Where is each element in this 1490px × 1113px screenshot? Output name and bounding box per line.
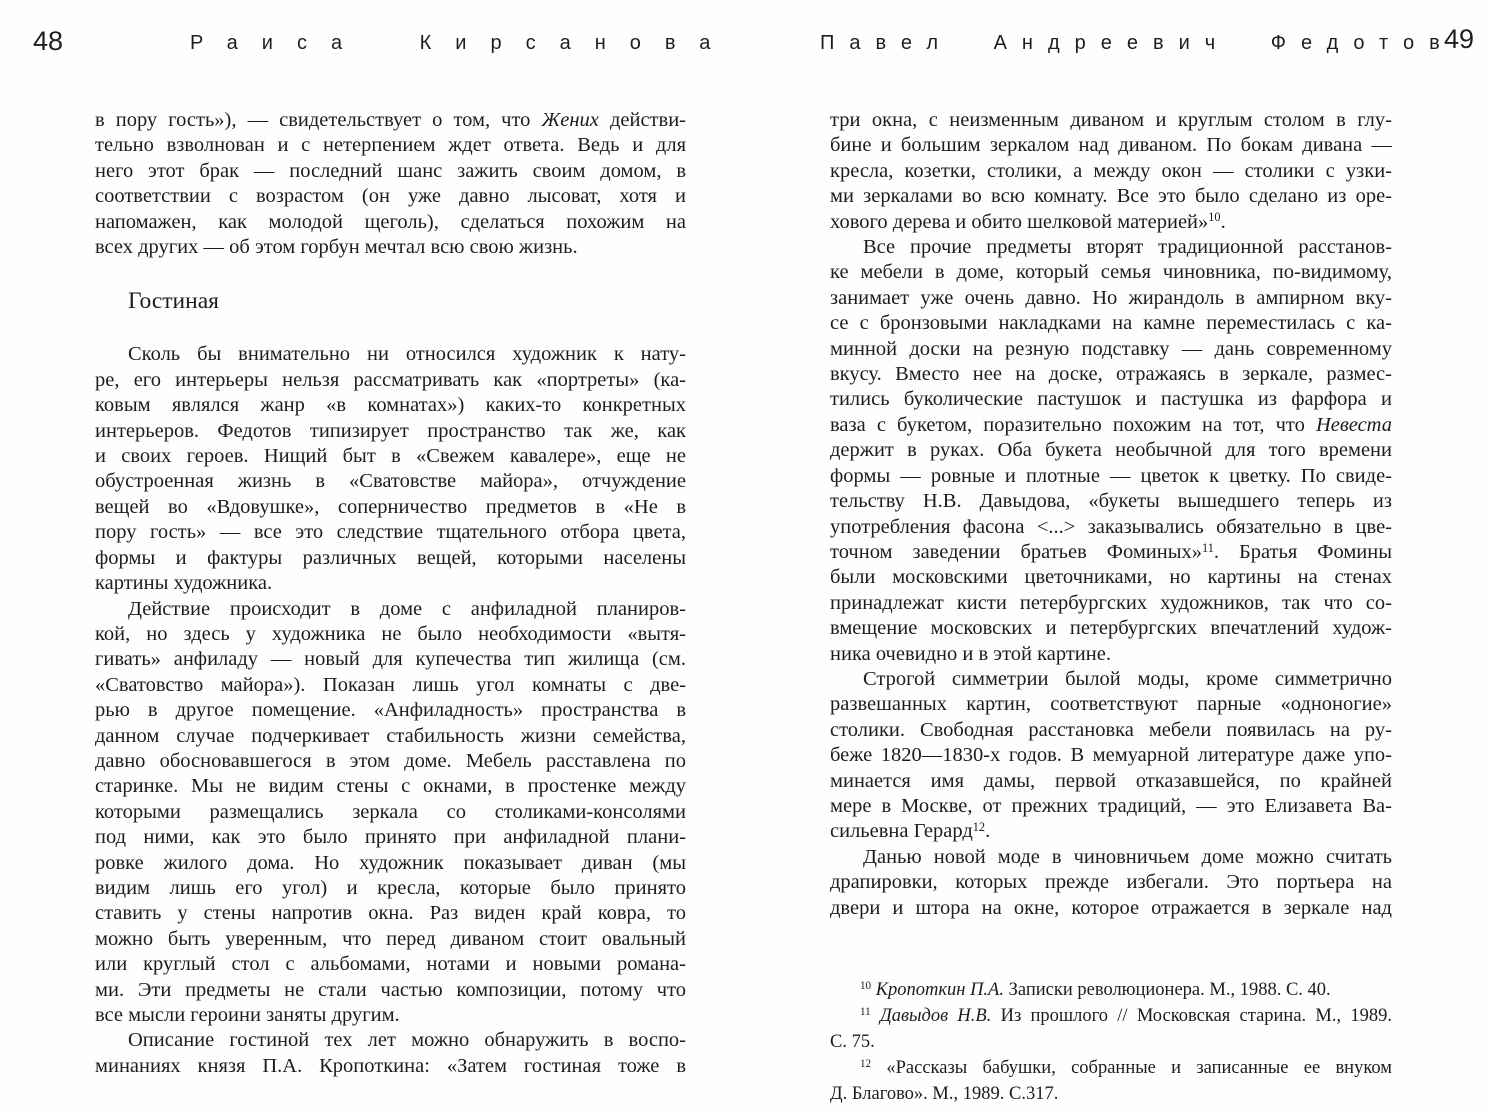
text-run: .: [985, 820, 991, 843]
paragraph: [830, 108, 1392, 235]
text-run: картины художника.: [95, 572, 273, 595]
text-line: [830, 438, 1392, 463]
text-run: «Сватовство майора»). Показан лишь угол комнаты с две-: [95, 673, 686, 696]
text-run: и своих героев. Нищий быт в «Свежем кавалере», еще не: [95, 445, 686, 468]
text-line: [95, 495, 686, 520]
text-run: три окна, с неизменным диваном и круглым столом в глу-: [830, 109, 1392, 131]
text-run: тились буколические пастушок и пастушка из фарфора и: [830, 388, 1392, 411]
text-run: мере в Москве, от прежних традиций, — это Елизавета Ва-: [830, 794, 1392, 817]
text-line: [95, 419, 686, 444]
text-line: [830, 311, 1392, 336]
text-line: [95, 108, 686, 133]
footnote-marker: 12: [860, 1058, 872, 1071]
running-head-right: Павел Андреевич Федотов: [820, 32, 1455, 54]
text-line: [95, 825, 686, 850]
text-line: [95, 444, 686, 469]
text-run: Жених: [541, 109, 599, 131]
text-run: двери и штора на окне, которое отражается в зеркале над: [830, 896, 1392, 919]
footnote-marker: 12: [972, 820, 986, 835]
text-run: .: [1220, 210, 1226, 233]
text-line: [830, 1029, 1392, 1055]
paragraph: [830, 667, 1392, 845]
text-run: Сколь бы внимательно ни относился художник к нату-: [128, 343, 686, 366]
text-line: [95, 1054, 686, 1079]
text-line: [830, 718, 1392, 743]
text-run: столики. Свободная расстановка мебели появилась на ру-: [830, 718, 1392, 741]
text-run: Кропоткин П.А.: [875, 980, 1004, 1000]
text-line: [830, 743, 1392, 768]
text-run: принадлежат кисти петербургских художников, так что со-: [830, 591, 1392, 614]
text-run: пору гость» — все это следствие тщательного отбора цвета,: [95, 521, 686, 544]
text-run: ваза с букетом, поразительно похожим на тот, что: [830, 413, 1316, 436]
text-run: хового дерева и обито шелковой материей»: [830, 210, 1209, 233]
text-line: [95, 342, 686, 367]
text-line: [830, 769, 1392, 794]
text-line: [830, 286, 1392, 311]
text-run: драпировки, которых прежде избегали. Это портьера на: [830, 871, 1392, 894]
text-line: [830, 845, 1392, 870]
text-run: минается имя дамы, первой отказавшейся, по крайней: [830, 769, 1392, 792]
text-run: или круглый стол с альбомами, нотами и новыми романа-: [95, 953, 686, 976]
text-run: Все прочие предметы вторят традиционной расстанов-: [863, 236, 1392, 259]
text-run: ми зеркалами во всю комнату. Все это было сделано из оре-: [830, 185, 1392, 208]
text-line: [830, 108, 1392, 133]
text-line: [95, 800, 686, 825]
text-run: интерьеров. Федотов типизирует пространство так же, как: [95, 419, 686, 442]
text-line: [830, 260, 1392, 285]
text-run: се с бронзовыми накладками на камне переместилась с ка-: [830, 312, 1392, 335]
text-run: соответствии с возрастом (он уже давно лысоват, хотя и: [95, 185, 686, 208]
text-line: [830, 1081, 1392, 1107]
text-line: [830, 210, 1392, 235]
text-line: [95, 368, 686, 393]
text-run: старинке. Мы не видим стены с окнами, в простенке между: [95, 775, 686, 798]
text-line: [95, 749, 686, 774]
text-run: были московскими цветочниками, но картины на стенах: [830, 566, 1392, 589]
text-run: всех других — об этом горбун мечтал всю свою жизнь.: [95, 236, 578, 259]
text-run: ковым являлся жанр «в комнатах») каких-то конкретных: [95, 394, 686, 417]
text-run: Давыдов Н.В.: [879, 1006, 992, 1026]
text-run: держит в руках. Оба букета необычной для того времени: [830, 439, 1392, 462]
text-run: кресла, козетки, столики, а между окон — столики с узки-: [830, 159, 1392, 182]
text-run: С. 75.: [830, 1032, 875, 1052]
paragraph: [95, 108, 686, 260]
text-run: гивать» анфиладу — новый для купечества тип жилища (см.: [95, 648, 686, 671]
text-line: [95, 1003, 686, 1028]
text-line: [830, 591, 1392, 616]
text-run: сильевна Герард: [830, 820, 973, 843]
text-line: [830, 616, 1392, 641]
text-run: ника очевидно и в этой картине.: [830, 642, 1111, 665]
text-line: [95, 901, 686, 926]
text-run: Описание гостиной тех лет можно обнаружить в воспо-: [128, 1029, 686, 1052]
text-line: [830, 977, 1392, 1003]
footnote-marker: 10: [1208, 210, 1221, 225]
text-line: [830, 540, 1392, 565]
section-heading: Гостиная: [128, 288, 219, 315]
text-line: [830, 235, 1392, 260]
text-line: [830, 692, 1392, 717]
text-run: занимает уже очень давно. Но жирандоль в ампирном вку-: [830, 286, 1392, 309]
text-run: формы и фактуры различных вещей, которыми населены: [95, 546, 686, 569]
text-run: Из прошлого // Московская старина. М., 1989.: [991, 1006, 1393, 1026]
text-run: вмещение московских и петербургских впечатлений худож-: [830, 617, 1392, 640]
text-line: [95, 851, 686, 876]
text-run: [871, 1006, 880, 1026]
paragraph: [95, 342, 686, 596]
text-run: формы — ровные и плотные — цветок к цветку. По свиде-: [830, 464, 1392, 487]
text-line: [95, 774, 686, 799]
text-line: [95, 927, 686, 952]
text-line: [95, 978, 686, 1003]
text-run: ми. Эти предметы не стали частью композиции, потому что: [95, 978, 686, 1001]
text-line: [830, 896, 1392, 921]
text-run: вещей во «Вдовушке», соперничество предметов в «Не в: [95, 495, 686, 518]
paragraph: [830, 1003, 1392, 1055]
paragraph: [830, 1055, 1392, 1107]
text-line: [95, 469, 686, 494]
right-page-text-column: [830, 108, 1392, 1107]
text-line: [830, 464, 1392, 489]
text-line: [830, 387, 1392, 412]
text-line: [95, 673, 686, 698]
text-run: Действие происходит в доме с анфиладной планиров-: [128, 597, 686, 620]
text-run: Строгой симметрии былой моды, кроме симметрично: [863, 667, 1392, 690]
footnote-marker: 11: [1202, 540, 1214, 555]
text-run: употребления фасона <...> заказывались обязательно в цве-: [830, 515, 1392, 538]
text-line: [830, 565, 1392, 590]
page-number-right: 49: [1444, 24, 1475, 54]
text-line: [830, 489, 1392, 514]
text-line: [830, 413, 1392, 438]
text-line: [830, 133, 1392, 158]
text-line: [830, 362, 1392, 387]
text-run: ке мебели в доме, который семья чиновника, по-видимому,: [830, 261, 1392, 284]
text-run: ставить у стены напротив окна. Раз виден край ковра, то: [95, 902, 686, 925]
footnote-marker: 11: [860, 1006, 871, 1019]
text-line: [830, 515, 1392, 540]
text-run: которыми размещались зеркала со столиками-консолями: [95, 800, 686, 823]
text-run: беже 1820—1830-х годов. В мемуарной литературе даже упо-: [830, 744, 1392, 767]
text-line: [95, 159, 686, 184]
text-line: [95, 622, 686, 647]
text-line: [95, 571, 686, 596]
text-run: рью в другое помещение. «Анфиладность» пространства в: [95, 699, 686, 722]
text-run: ре, его интерьеры нельзя рассматривать как «портреты» (ка-: [95, 368, 686, 391]
text-line: [95, 393, 686, 418]
paragraph: [830, 845, 1392, 921]
text-line: [95, 235, 686, 260]
text-run: «Рассказы бабушки, собранные и записанные ее внуком: [871, 1058, 1392, 1078]
text-line: [830, 1003, 1392, 1029]
text-run: Невеста: [1315, 413, 1392, 436]
text-run: . Братья Фомины: [1213, 540, 1393, 563]
text-line: [95, 724, 686, 749]
text-run: обустроенная жизнь в «Сватовстве майора», отчуждение: [95, 470, 686, 493]
text-run: Данью новой моде в чиновничьем доме можно считать: [863, 845, 1392, 868]
text-run: Записки революционера. М., 1988. С. 40.: [1003, 980, 1331, 1000]
text-line: [95, 133, 686, 158]
page-number-left: 48: [33, 26, 64, 56]
text-line: [95, 698, 686, 723]
text-run: давно обосновавшегося в этом доме. Мебель расставлена по: [95, 749, 686, 772]
text-run: видим лишь его угол) и кресла, которые было принято: [95, 876, 686, 899]
text-run: него этот брак — последний шанс зажить своим домом, в: [95, 159, 686, 182]
text-run: все мысли героини заняты другим.: [95, 1004, 400, 1026]
paragraph: [830, 235, 1392, 667]
text-line: [830, 870, 1392, 895]
text-line: [95, 876, 686, 901]
paragraph: [95, 597, 686, 1029]
text-run: точном заведении братьев Фоминых»: [830, 540, 1203, 563]
text-run: можно быть уверенным, что перед диваном стоит овальный: [95, 927, 686, 950]
text-run: развешанных картин, соответствуют парные «одноногие»: [830, 693, 1392, 716]
running-head-left: Раиса Кирсанова: [190, 32, 735, 54]
text-run: кой, но здесь у художника не было необходимости «вытя-: [95, 622, 686, 645]
text-line: [95, 597, 686, 622]
text-run: действи-: [598, 109, 686, 131]
text-line: [830, 667, 1392, 692]
text-run: напомажен, как молодой щеголь), сделаться похожим на: [95, 210, 686, 233]
text-line: [830, 1055, 1392, 1081]
text-run: ровке жилого дома. Но художник показывает диван (мы: [95, 851, 686, 874]
text-run: в пору гость»), — свидетельствует о том, что: [95, 109, 542, 131]
text-line: [830, 819, 1392, 844]
text-run: бине и большим зеркалом над диваном. По бокам дивана —: [830, 134, 1392, 157]
text-run: минной доски на резную подставку — дань современному: [830, 337, 1392, 360]
text-line: [95, 546, 686, 571]
paragraph: [95, 1028, 686, 1079]
paragraph: [830, 977, 1392, 1003]
text-line: [830, 794, 1392, 819]
footnote-marker: 10: [860, 980, 872, 993]
footnotes-block: [830, 977, 1392, 1107]
text-line: [95, 1028, 686, 1053]
text-run: под ними, как это было принято при анфиладной плани-: [95, 826, 686, 849]
text-run: Д. Благово». М., 1989. С.317.: [830, 1084, 1059, 1104]
text-line: [830, 337, 1392, 362]
text-line: [95, 184, 686, 209]
left-page-text-column: [95, 108, 686, 1079]
text-line: [830, 184, 1392, 209]
text-run: тельно взволнован и с нетерпением ждет ответа. Ведь и для: [95, 134, 686, 157]
text-line: [95, 520, 686, 545]
text-line: [830, 159, 1392, 184]
text-run: минаниях князя П.А. Кропоткина: «Затем гостиная тоже в: [95, 1054, 686, 1077]
text-line: [95, 210, 686, 235]
text-line: [95, 952, 686, 977]
text-line: [95, 647, 686, 672]
text-run: данном случае подчеркивает стабильность жизни семейства,: [95, 724, 686, 747]
text-run: тельству Н.В. Давыдова, «букеты вышедшего теперь из: [830, 490, 1392, 513]
text-run: вкусу. Вместо нее на доске, отражаясь в зеркале, размес-: [830, 363, 1392, 386]
text-line: [830, 642, 1392, 667]
